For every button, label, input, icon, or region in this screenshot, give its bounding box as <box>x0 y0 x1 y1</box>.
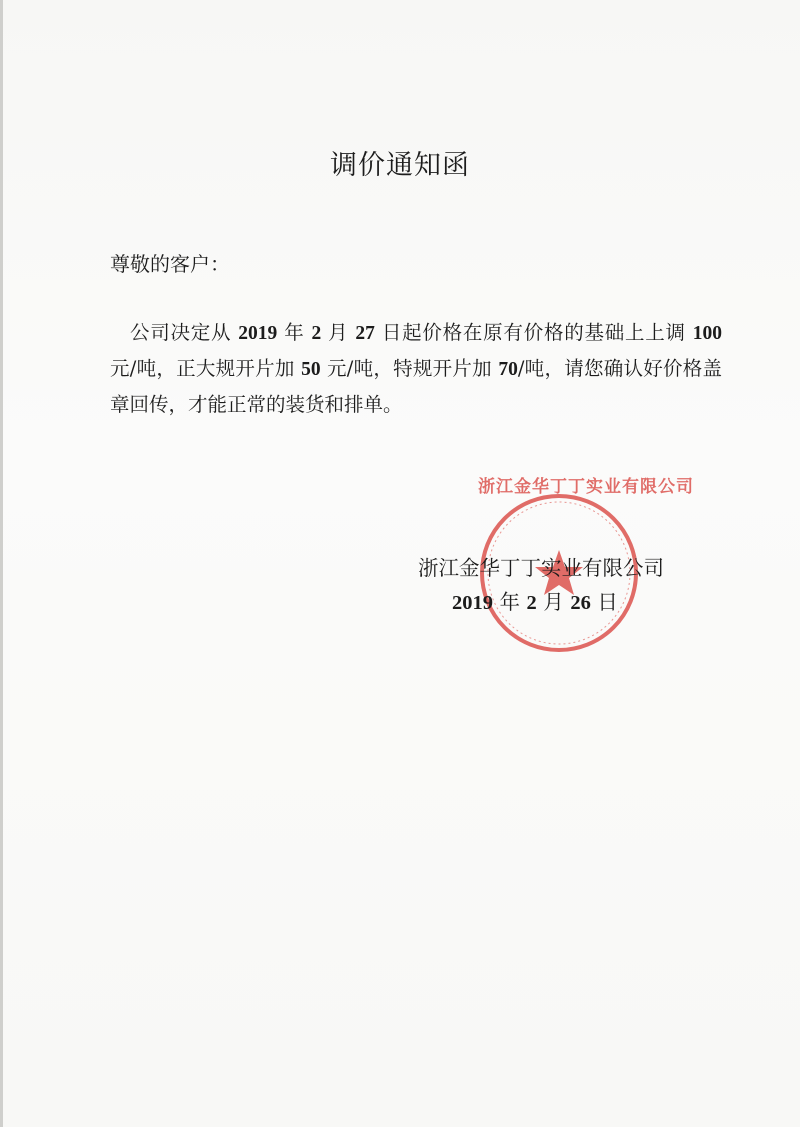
effective-month: 2 <box>311 323 322 344</box>
body-text-segment: 日起价格在原有价格的基础上上调 <box>374 321 693 344</box>
signature-day-suffix: 日 <box>590 590 618 614</box>
standard-cut-surcharge: 50 <box>301 359 321 380</box>
signature-month-suffix: 月 <box>536 590 571 614</box>
special-cut-surcharge: 70 <box>498 359 518 380</box>
seal-arc-text: 浙江金华丁丁实业有限公司 <box>478 477 694 497</box>
effective-year: 2019 <box>238 323 278 344</box>
signature-year-suffix: 年 <box>493 590 527 614</box>
body-text-segment: 元/吨，正大规开片加 <box>110 357 302 380</box>
signature-year: 2019 <box>452 592 493 614</box>
notice-body-paragraph <box>110 315 722 422</box>
price-increase-amount: 100 <box>692 323 722 344</box>
body-text-segment: 月 <box>321 321 356 344</box>
body-text-segment: 公司决定从 <box>130 321 239 344</box>
document-title: 调价通知函 <box>330 150 470 181</box>
signature-day: 26 <box>570 592 591 614</box>
body-text-segment: 元/吨，特规开片加 <box>320 357 499 380</box>
signature-date <box>452 585 618 615</box>
body-text-segment: 年 <box>277 321 312 344</box>
effective-day: 27 <box>355 323 375 344</box>
signature-month: 2 <box>526 592 537 614</box>
signatory-company: 浙江金华丁丁实业有限公司 <box>418 556 664 580</box>
salutation: 尊敬的客户： <box>110 252 230 276</box>
body-text-segment: /吨，请您确认好价格盖章回传，才能正常的装货和排单。 <box>110 357 722 416</box>
